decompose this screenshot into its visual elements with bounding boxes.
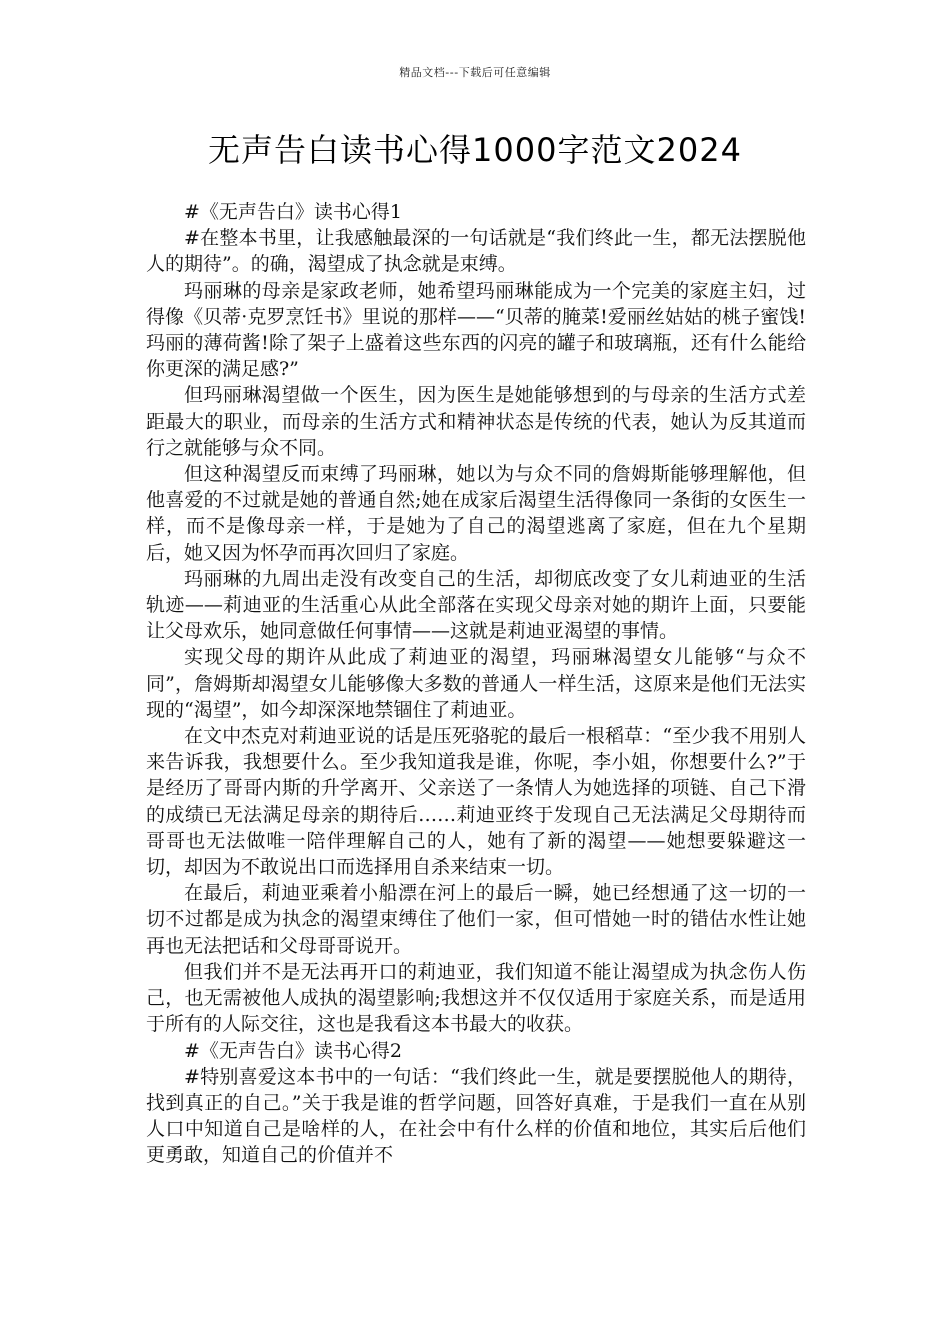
paragraph: #特别喜爱这本书中的一句话：“我们终此一生，就是要摆脱他人的期待，找到真正的自己。”关于我是谁的哲学问题，回答好真难，于是我们一直在从别人口中知道自己是啥样的人，在社会中有什么样的价值和地位，其实后后他们更勇敢，知道自己的价值并不	[146, 1065, 806, 1167]
paragraph: 但我们并不是无法再开口的莉迪亚，我们知道不能让渴望成为执念伤人伤己，也无需被他人成执的渴望影响;我想这并不仅仅适用于家庭关系，而是适用于所有的人际交往，这也是我看这本书最大的收获。	[146, 960, 806, 1036]
paragraph: #在整本书里，让我感触最深的一句话就是“我们终此一生，都无法摆脱他人的期待”。的确，渴望成了执念就是束缚。	[146, 227, 806, 276]
section-heading-2: #《无声告白》读书心得2	[184, 1039, 403, 1062]
paragraph: 但玛丽琳渴望做一个医生，因为医生是她能够想到的与母亲的生活方式差距最大的职业，而母亲的生活方式和精神状态是传统的代表，她认为反其道而行之就能够与众不同。	[146, 384, 806, 459]
section-heading-1: #《无声告白》读书心得1	[184, 201, 403, 223]
paragraph: 实现父母的期许从此成了莉迪亚的渴望，玛丽琳渴望女儿能够“与众不同”，詹姆斯却渴望女儿能够像大多数的普通人一样生活，这原来是他们无法实现的“渴望”，如今却深深地禁锢住了莉迪亚。	[146, 646, 806, 721]
document-title: 无声告白读书心得1000字范文2024	[208, 131, 742, 169]
page-header-note: 精品文档---下载后可任意编辑	[399, 66, 551, 79]
paragraph: 玛丽琳的母亲是家政老师，她希望玛丽琳能成为一个完美的家庭主妇，过得像《贝蒂·克罗烹饪书》里说的那样——“贝蒂的腌菜!爱丽丝姑姑的桃子蜜饯!玛丽的薄荷酱!除了架子上盛着这些东西的闪亮的罐子和玻璃瓶，还有什么能给你更深的满足感?”	[146, 279, 806, 381]
paragraph: 在文中杰克对莉迪亚说的话是压死骆驼的最后一根稻草：“至少我不用别人来告诉我，我想要什么。至少我知道我是谁，你呢，李小姐，你想要什么?”于是经历了哥哥内斯的升学离开、父亲送了一条情人为她选择的项链、自己下滑的成绩已无法满足母亲的期待后……莉迪亚终于发现自己无法满足父母期待而哥哥也无法做唯一陪伴理解自己的人，她有了新的渴望——她想要躲避这一切，却因为不敢说出口而选择用自杀来结束一切。	[146, 725, 806, 879]
paragraph: 在最后，莉迪亚乘着小船漂在河上的最后一瞬，她已经想通了这一切的一切不过都是成为执念的渴望束缚住了他们一家，但可惜她一时的错估水性让她再也无法把话和父母哥哥说开。	[146, 882, 806, 957]
paragraph: 玛丽琳的九周出走没有改变自己的生活，却彻底改变了女儿莉迪亚的生活轨迹——莉迪亚的生活重心从此全部落在实现父母亲对她的期许上面，只要能让父母欢乐，她同意做任何事情——这就是莉迪亚渴望的事情。	[146, 567, 806, 643]
document-body	[146, 199, 806, 1169]
paragraph: 但这种渴望反而束缚了玛丽琳，她以为与众不同的詹姆斯能够理解他，但他喜爱的不过就是她的普通自然;她在成家后渴望生活得像同一条街的女医生一样，而不是像母亲一样，于是她为了自己的渴望逃离了家庭，但在九个星期后，她又因为怀孕而再次回归了家庭。	[146, 463, 806, 564]
